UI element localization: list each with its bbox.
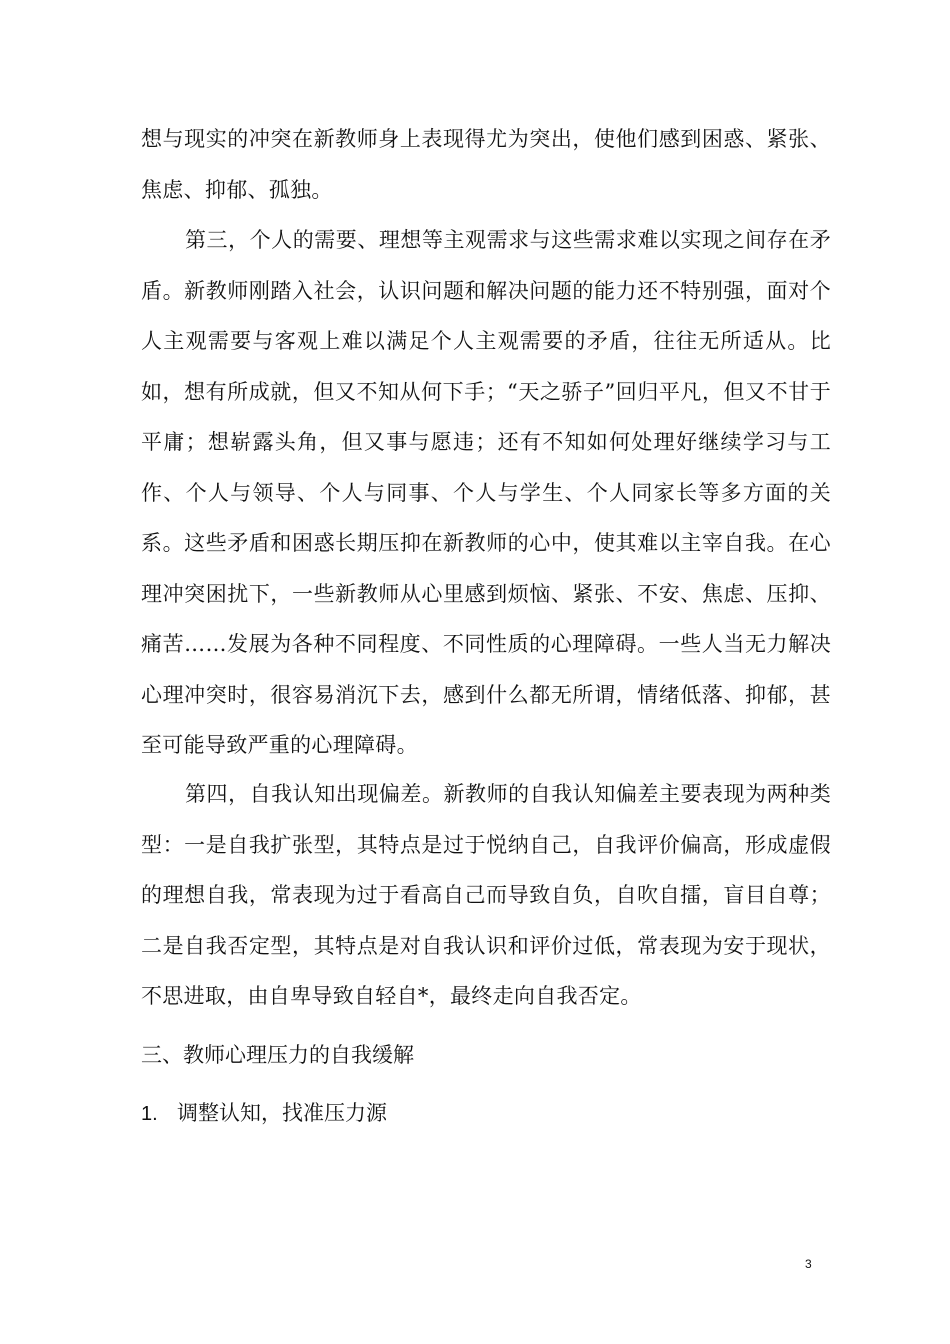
subsection-heading bbox=[141, 1098, 387, 1129]
paragraph-fourth-point: 第四，自我认知出现偏差。新教师的自我认知偏差主要表现为两种类型：一是自我扩张型，其特点是过于悦纳自己，自我评价偏高，形成虚假的理想自我，常表现为过于看高自己而导致自负，自吹自擂，盲目自尊；二是自我否定型，其特点是对自我认识和评价过低，常表现为安于现状，不思进取，由自卑导致自轻自*，最终走向自我否定。 bbox=[141, 782, 831, 1008]
subsection-number: 1. bbox=[141, 1103, 158, 1125]
subsection-title: 调整认知，找准压力源 bbox=[177, 1101, 387, 1125]
page-number: 3 bbox=[805, 1257, 812, 1271]
paragraph-third-point: 第三，个人的需要、理想等主观需求与这些需求难以实现之间存在矛盾。新教师刚踏入社会，认识问题和解决问题的能力还不特别强，面对个人主观需要与客观上难以满足个人主观需要的矛盾，往往无所适从。比如，想有所成就，但又不知从何下手；“天之骄子”回归平凡，但又不甘于平庸；想崭露头角，但又事与愿违；还有不知如何处理好继续学习与工作、个人与领导、个人与同事、个人与学生、个人同家长等多方面的关系。这些矛盾和困惑长期压抑在新教师的心中，使其难以主宰自我。在心理冲突困扰下，一些新教师从心里感到烦恼、紧张、不安、焦虑、压抑、痛苦……发展为各种不同程度、不同性质的心理障碍。一些人当无力解决心理冲突时，很容易消沉下去，感到什么都无所谓，情绪低落、抑郁，甚至可能导致严重的心理障碍。 bbox=[141, 228, 831, 757]
paragraph-continuation: 想与现实的冲突在新教师身上表现得尤为突出，使他们感到困惑、紧张、焦虑、抑郁、孤独。 bbox=[141, 127, 831, 202]
section-heading: 三、教师心理压力的自我缓解 bbox=[141, 1043, 414, 1067]
